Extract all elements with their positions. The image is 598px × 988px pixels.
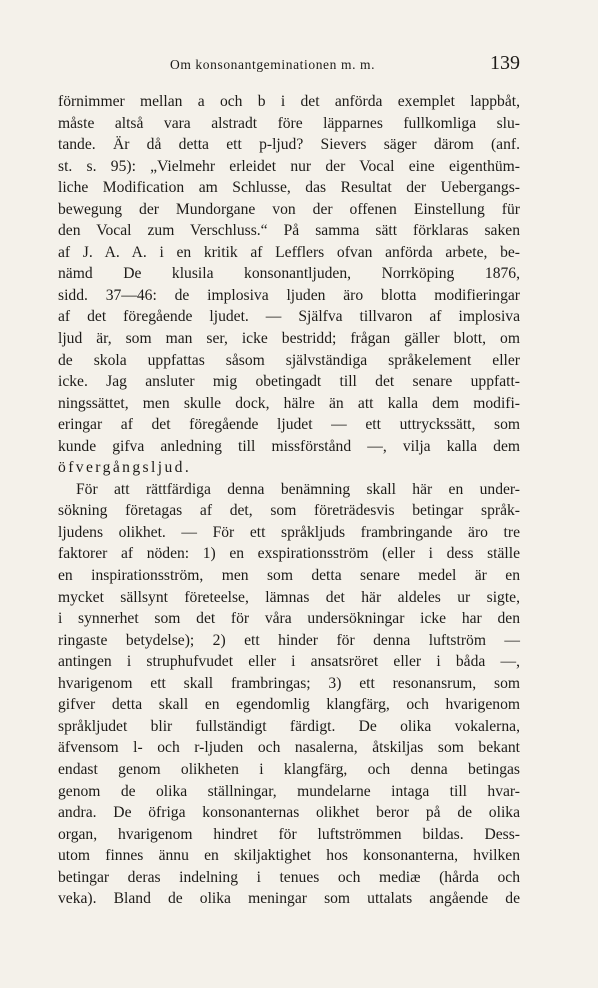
text-line: ljudens olikhet. — För ett språkljuds frambringande äro tre	[58, 523, 520, 541]
text-line: För att rättfärdiga denna benämning skall här en under-	[76, 480, 520, 498]
text-line: i synnerhet som det för våra undersökningar icke har den	[58, 610, 520, 628]
text-line: betingar deras indelning i tenues och mediæ (hårda och	[58, 868, 520, 886]
text-line: af J. A. A. i en kritik af Lefflers ofvan anförda arbete, be-	[58, 243, 520, 261]
text-line: hvarigenom ett skall frambringas; 3) ett resonansrum, som	[58, 674, 520, 692]
text-line: andra. De öfriga konsonanternas olikhet beror på de olika	[58, 804, 520, 822]
text-line: genom de olika ställningar, mundelarne intaga till hvar-	[58, 782, 520, 800]
page-header	[58, 52, 520, 78]
text-line: st. s. 95): „Vielmehr erleidet nur der Vocal eine eigenthüm-	[58, 157, 520, 175]
page-number: 139	[490, 52, 520, 74]
text-line: antingen i struphufvudet eller i ansatsröret eller i båda —,	[58, 653, 520, 671]
text-line: utom finnes ännu en skiljaktighet hos konsonanterna, hvilken	[58, 847, 520, 865]
text-line: förnimmer mellan a och b i det anförda exemplet lappbåt,	[58, 93, 520, 110]
text-line: af det föregående ljudet. — Själfva tillvaron af implosiva	[58, 308, 520, 326]
text-line: gifver detta skall en egendomlig klangfärg, och hvarigenom	[58, 696, 520, 714]
text-line: ningssättet, men skulle dock, hälre än att kalla dem modifi-	[58, 394, 520, 412]
text-line: äfvensom l- och r-ljuden och nasalerna, åtskiljas som bekant	[58, 739, 520, 757]
text-line: liche Modification am Schlusse, das Resultat der Uebergangs-	[58, 179, 520, 197]
text-line: organ, hvarigenom hindret för luftströmmen bildas. Dess-	[58, 825, 520, 843]
text-line: faktorer af nöden: 1) en exspirationsström (eller i dess ställe	[58, 545, 520, 563]
text-line: sökning företagas af det, som företrädesvis betingar språk-	[58, 502, 520, 520]
text-line: en inspirationsström, men som detta senare medel är en	[58, 567, 520, 585]
body-text	[58, 91, 520, 910]
text-line: öfvergångsljud.	[58, 459, 192, 477]
text-line: kunde gifva anledning till missförstånd —, vilja kalla dem	[58, 437, 520, 455]
text-line: sidd. 37—46: de implosiva ljuden äro blotta modifieringar	[58, 286, 520, 304]
running-head: Om konsonantgeminationen m. m.	[170, 57, 376, 72]
text-line: bewegung der Mundorgane von der offenen Einstellung für	[58, 200, 520, 218]
text-line: ringaste betydelse); 2) ett hinder för denna luftström —	[58, 631, 520, 649]
text-line: språkljudet blir fullständigt färdigt. De olika vokalerna,	[58, 717, 520, 735]
text-line: icke. Jag ansluter mig obetingadt till det senare uppfatt-	[58, 373, 520, 391]
text-line: endast genom olikheten i klangfärg, och denna betingas	[58, 760, 520, 778]
text-line: de skola uppfattas såsom självständiga språkelement eller	[58, 351, 520, 369]
text-line: måste altså vara alstradt före läpparnes fullkomliga slu-	[58, 114, 520, 132]
text-line: nämd De klusila konsonantljuden, Norrköping 1876,	[58, 265, 520, 283]
text-line: ljud är, som man ser, icke bestridd; frågan gäller blott, om	[58, 330, 520, 348]
text-line: tande. Är då detta ett p-ljud? Sievers säger därom (anf.	[58, 136, 520, 154]
text-line: veka). Bland de olika meningar som uttalats angående de	[58, 890, 520, 908]
text-line: den Vocal zum Verschluss.“ På samma sätt förklaras saken	[58, 222, 520, 240]
text-line: mycket sällsynt företeelse, lämnas det här aldeles ur sigte,	[58, 588, 520, 606]
text-line: eringar af det föregående ljudet — ett uttryckssätt, som	[58, 416, 520, 434]
